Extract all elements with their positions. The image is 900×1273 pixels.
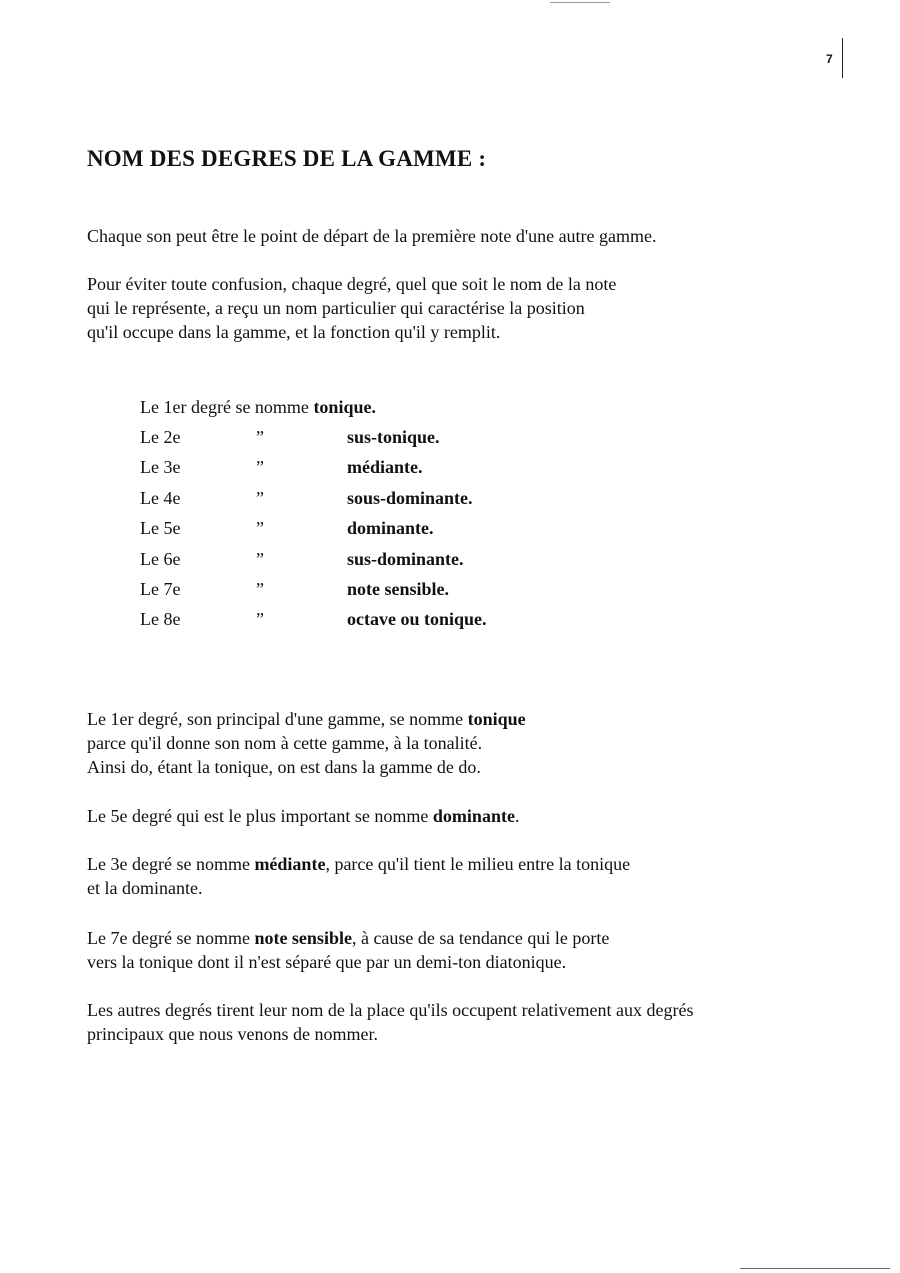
degree-label: Le 6e [140, 549, 181, 569]
explanation-autres [87, 998, 694, 1046]
intro-line: qu'il occupe dans la gamme, et la fonction qu'il y remplit. [87, 322, 501, 342]
intro-line: Pour éviter toute confusion, chaque degré, quel que soit le nom de la note [87, 274, 617, 294]
degree-label: Le 8e [140, 609, 181, 629]
term-tonique: tonique [467, 709, 526, 729]
explanation-text: parce qu'il donne son nom à cette gamme, à la tonalité. [87, 733, 483, 753]
intro-paragraph-1 [87, 224, 657, 248]
explanation-tonique [87, 707, 526, 779]
explanation-mediante [87, 852, 630, 900]
explanation-text: Ainsi do, étant la tonique, on est dans la gamme de do. [87, 757, 481, 777]
ditto-mark: ” [256, 579, 264, 599]
explanation-text: et la dominante. [87, 878, 203, 898]
page-margin-rule [842, 38, 843, 78]
term-dominante: dominante [432, 806, 515, 826]
ditto-mark: ” [256, 488, 264, 508]
ditto-mark: ” [256, 457, 264, 477]
degree-name: médiante. [347, 457, 423, 477]
ditto-mark: ” [256, 427, 264, 447]
degree-label: Le 4e [140, 488, 181, 508]
degree-first-line [140, 397, 376, 418]
explanation-text: Les autres degrés tirent leur nom de la place qu'ils occupent relativement aux degrés [87, 1000, 694, 1020]
degree-name: octave ou tonique. [347, 609, 487, 629]
degree-label: Le 2e [140, 427, 181, 447]
ditto-mark: ” [256, 518, 264, 538]
explanation-text: Le 7e degré se nomme [87, 928, 255, 948]
term-note-sensible: note sensible [254, 928, 352, 948]
ditto-mark: ” [256, 549, 264, 569]
explanation-text: Le 3e degré se nomme [87, 854, 255, 874]
degree-name: sus-dominante. [347, 549, 464, 569]
degree-label: Le 7e [140, 579, 181, 599]
explanation-dominante [87, 804, 519, 828]
degree-name: note sensible. [347, 579, 450, 599]
page-number: 7 [826, 52, 833, 66]
explanation-text: , parce qu'il tient le milieu entre la tonique [325, 854, 631, 874]
term-mediante: médiante [254, 854, 326, 874]
explanation-text: Le 5e degré qui est le plus important se nomme [87, 806, 433, 826]
explanation-sensible [87, 926, 609, 974]
degree-name: sus-tonique. [347, 427, 440, 447]
explanation-text: , à cause de sa tendance qui le porte [351, 928, 610, 948]
degree-name: sous-dominante. [347, 488, 473, 508]
explanation-text: vers la tonique dont il n'est séparé que par un demi-ton diatonique. [87, 952, 567, 972]
explanation-text: Le 1er degré, son principal d'une gamme, se nomme [87, 709, 468, 729]
degree-label: Le 5e [140, 518, 181, 538]
explanation-text: principaux que nous venons de nommer. [87, 1024, 378, 1044]
degree-first-prefix: Le 1er degré se nomme [140, 397, 314, 417]
scan-speck [740, 1268, 890, 1269]
explanation-text: . [514, 806, 520, 826]
degree-first-name: tonique. [313, 397, 376, 417]
degree-name: dominante. [347, 518, 434, 538]
intro-line: Chaque son peut être le point de départ de la première note d'une autre gamme. [87, 226, 657, 246]
degree-label: Le 3e [140, 457, 181, 477]
scan-speck [550, 2, 610, 3]
intro-paragraph-2 [87, 272, 616, 344]
ditto-mark: ” [256, 609, 264, 629]
page-title: NOM DES DEGRES DE LA GAMME : [87, 146, 487, 171]
intro-line: qui le représente, a reçu un nom particulier qui caractérise la position [87, 298, 585, 318]
